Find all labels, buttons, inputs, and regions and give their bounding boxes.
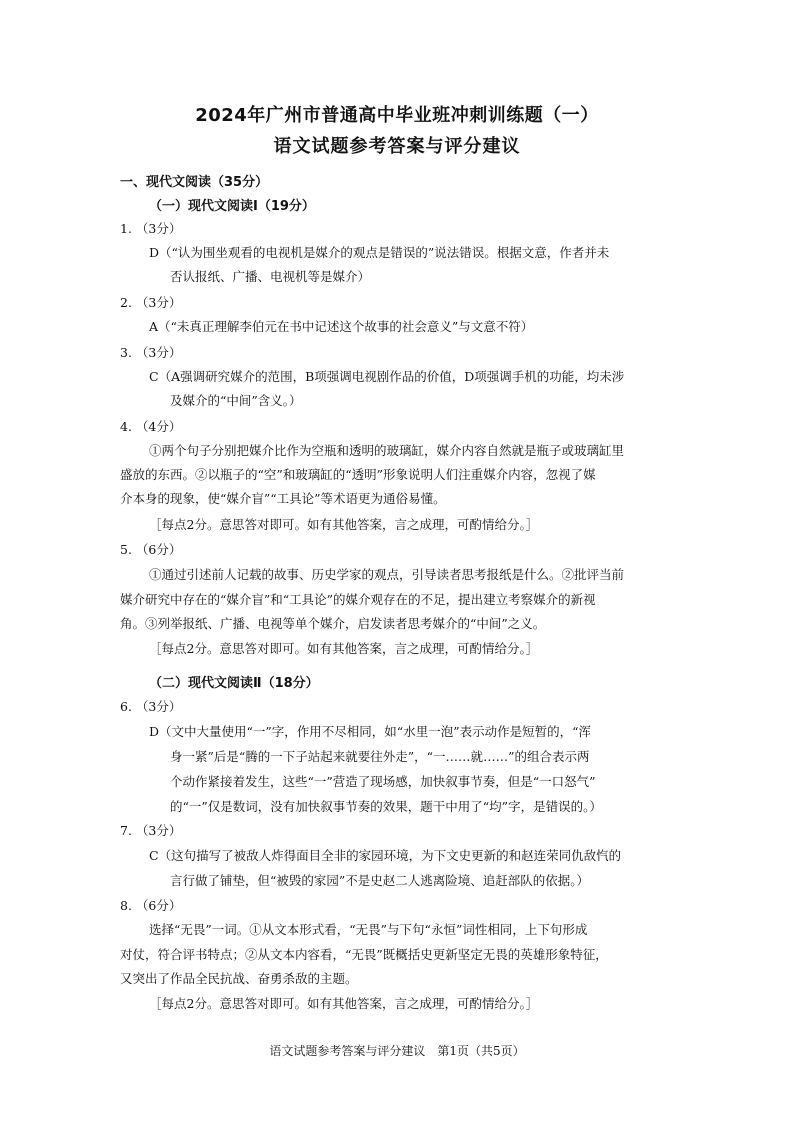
- section-heading: 一、现代文阅读（35分）: [120, 175, 269, 190]
- question-3-answer-line: 及媒介的“中间”含义。）: [170, 393, 302, 408]
- question-5-scoring-note: ［每点2分。意思答对即可。如有其他答案，言之成理，可酌情给分。］: [149, 641, 539, 656]
- part-heading-2: （二）现代文阅读Ⅱ（18分）: [149, 676, 319, 691]
- question-1-header: 1. （3分）: [120, 221, 182, 236]
- question-2-header: 2. （3分）: [120, 295, 182, 310]
- question-7-answer-line: C（这句描写了被敌人炸得面目全非的家园环境，为下文史更新的和赵连荣同仇敌忾的: [149, 848, 622, 863]
- part-heading-1: （一）现代文阅读Ⅰ（19分）: [149, 199, 315, 214]
- question-4-answer-line: 介本身的现象，使“媒介盲”“工具论”等术语更为通俗易懂。: [120, 491, 446, 506]
- document-subtitle: 语文试题参考答案与评分建议: [273, 136, 521, 157]
- question-4-scoring-note: ［每点2分。意思答对即可。如有其他答案，言之成理，可酌情给分。］: [149, 517, 539, 532]
- question-5-answer-line: 媒介研究中存在的“媒介盲”和“工具论”的媒介观存在的不足，提出建立考察媒介的新视: [120, 592, 596, 607]
- question-6-answer-line: 个动作紧接着发生，这些“一”营造了现场感，加快叙事节奏，但是“一口怒气”: [170, 774, 596, 789]
- question-4-answer-line: 盛放的东西。②以瓶子的“空”和玻璃缸的“透明”形象说明人们注重媒介内容，忽视了媒: [120, 467, 596, 482]
- question-3-answer-line: C（A强调研究媒介的范围，B项强调电视剧作品的价值，D项强调手机的功能，均未涉: [149, 369, 625, 384]
- question-5-answer-line: 角。③列举报纸、广播、电视等单个媒介，启发读者思考媒介的“中间”之义。: [120, 616, 546, 631]
- question-6-answer-line: 的“一”仅是数词，没有加快叙事节奏的效果，题干中用了“均”字，是错误的。）: [170, 799, 602, 814]
- question-5-header: 5. （6分）: [120, 542, 182, 557]
- question-8-answer-line: 选择“无畏”一词。①从文本形式看，“无畏”与下句“永恒”词性相同，上下句形成: [149, 922, 588, 937]
- question-7-answer-line: 言行做了铺垫，但“被毁的家园”不是史赵二人逃离险境、追赶部队的依据。）: [170, 873, 590, 888]
- question-7-header: 7. （3分）: [120, 823, 182, 838]
- question-8-answer-line: 对仗，符合评书特点；②从文本内容看，“无畏”既概括史更新坚定无畏的英雄形象特征，: [120, 947, 608, 962]
- question-1-answer-line: D（“认为围坐观看的电视机是媒介的观点是错误的”说法错误。根据文意，作者并未: [149, 245, 610, 260]
- question-1-answer-line: 否认报纸、广播、电视机等是媒介）: [170, 269, 371, 284]
- question-8-answer-line: 又突出了作品全民抗战、奋勇杀敌的主题。: [120, 971, 358, 986]
- question-8-scoring-note: ［每点2分。意思答对即可。如有其他答案，言之成理，可酌情给分。］: [149, 996, 539, 1011]
- page-footer: 语文试题参考答案与评分建议 第1页（共5页）: [269, 1044, 525, 1058]
- question-6-answer-line: 身一紧”后是“腾的一下子站起来就要往外走”，“一……就……”的组合表示两: [170, 749, 590, 764]
- document-title: 2024年广州市普通高中毕业班冲刺训练题（一）: [195, 105, 599, 126]
- question-6-header: 6. （3分）: [120, 699, 182, 714]
- question-2-answer-line: A（“未真正理解李伯元在书中记述这个故事的社会意义”与文意不符）: [149, 319, 534, 334]
- question-4-header: 4. （4分）: [120, 419, 182, 434]
- question-3-header: 3. （3分）: [120, 345, 182, 360]
- question-6-answer-line: D（文中大量使用“一”字，作用不尽相同，如“水里一泡”表示动作是短暂的，“浑: [149, 724, 591, 739]
- question-4-answer-line: ①两个句子分别把媒介比作为空瓶和透明的玻璃缸，媒介内容自然就是瓶子或玻璃缸里: [149, 443, 625, 458]
- question-5-answer-line: ①通过引述前人记载的故事、历史学家的观点，引导读者思考报纸是什么。②批评当前: [149, 567, 625, 582]
- question-8-header: 8. （6分）: [120, 898, 182, 913]
